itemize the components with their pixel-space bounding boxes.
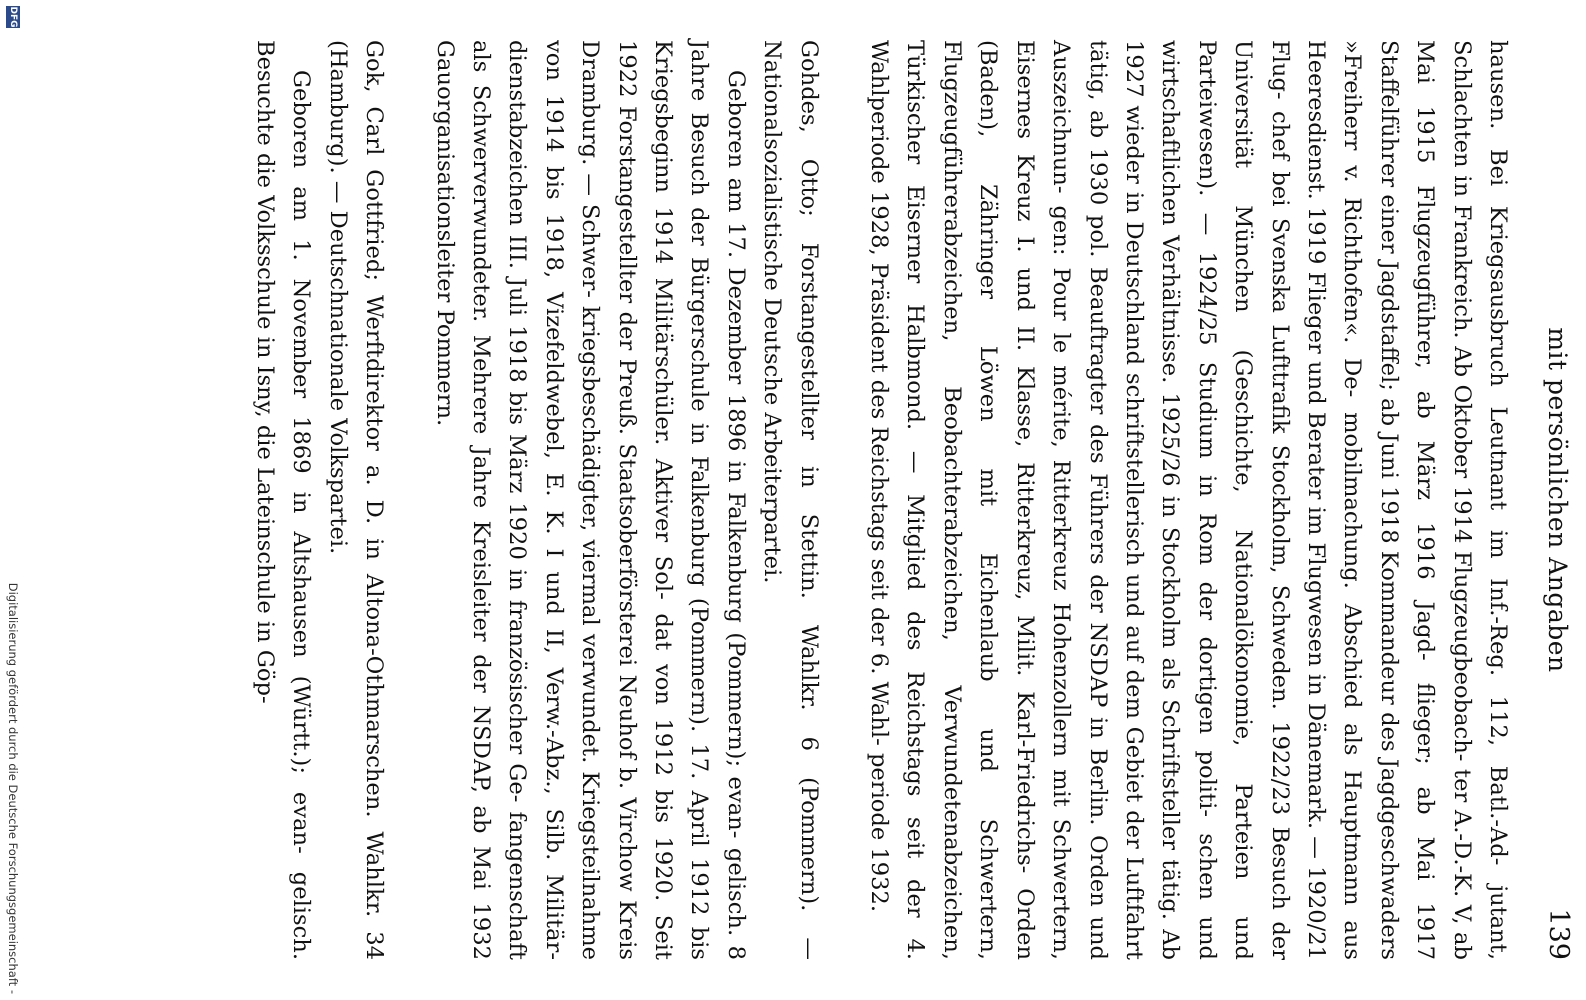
entry-text: Geboren am 17. Dezember 1896 in Falkenburg (Pommern); evan- gelisch. 8 Jahre Besuch der Bürgerschule in Falkenburg (Pommern). 17. April 1912 bis Kriegsbeginn 1914 Militärschüler. Aktiver Sol- dat von 1912 bis 1920. Seit 1922 Forstangestellter der Preuß. Staatsoberförsterei Neuhof b. Virchow Kreis Dramburg. — Schwer- kriegsbeschädigter, viermal verwundet. Kriegsteilnahme von 1914 bis 1918, Vizefeldwebel, E. K. I und II, Verw.-Abz., Silb. Militär- dienstabzeichen III. Juli 1918 bis März 1920 in französischer Ge- fangenschaft als Schwerverwundeter. Mehrere Jahre Kreisleiter der NSDAP, ab Mai 1932 Gauorganisationsleiter Pommern. [431, 40, 749, 961]
page-header [1534, 40, 1574, 960]
funding-footer [0, 0, 22, 1000]
entry-text: hausen. Bei Kriegsausbruch Leutnant im Inf.-Reg. 112, Batl.-Ad- jutant, Schlachten in Frankreich. Ab Oktober 1914 Flugzeugbeobach- ter A.-D.-K. V, ab Mai 1915 Flugzeugführer, ab März 1916 Jagd- flieger; ab Mai 1917 Staffelführer einer Jagdstaffel; ab Juni 1918 Kommandeur des Jagdgeschwaders »Freiherr v. Richthofen«. De- mobilmachung. Abschied als Hauptmann aus Heeresdienst. 1919 Flieger und Berater im Flugwesen in Dänemark. — 1920/21 Flug- chef bei Svenska Lufttrafik Stockholm, Schweden. 1922/23 Besuch der Universität München (Geschichte, Nationalökonomie, Parteien und Parteiwesen). — 1924/25 Studium in Rom der dortigen politi- schen und wirtschaftlichen Verhältnisse. 1925/26 in Stockholm als Schriftsteller tätig. Ab 1927 wieder in Deutschland schriftstellerisch und auf dem Gebiet der Luftfahrt tätig, ab 1930 pol. Beauftragter des Führers der NSDAP in Berlin. Orden und Auszeichnun- gen: Pour le mérite, Ritterkreuz Hohenzollern mit Schwertern, Eisernes Kreuz I. und II. Klasse, Ritterkreuz, Milit. Karl-Friedrichs- Orden (Baden), Zähringer Löwen mit Eichenlaub und Schwertern, Flugzeugführerabzeichen, Beobachterabzeichen, Verwundetenabzeichen, Türkischer Eiserner Halbmond. — Mitglied des Reichstags seit der 4. Wahlperiode 1928, Präsident des Reichstags seit der 6. Wahl- periode 1932. [866, 40, 1511, 961]
entry-gok [247, 40, 393, 960]
entry-text: Gok, Carl Gottfried; Werftdirektor a. D. in Altona-Othmarschen. Wahlkr. 34 (Hamburg). — Deutschnationale Volkspartei. [324, 40, 388, 960]
entry-goering-continuation [861, 40, 1516, 960]
page-number: 139 [1543, 908, 1574, 960]
page-heading: mit persönlichen Angaben [1543, 327, 1572, 673]
funding-note: Digitalisierung gefördert durch die Deutsche Forschungsgemeinschaft - [6, 582, 20, 994]
page-body [16, 40, 1516, 960]
entry-gohdes [426, 40, 826, 960]
entry-text: Geboren am 1. November 1869 in Altshausen (Württ.); evan- gelisch. Besuchte die Volksschule in Isny, die Lateinschule in Göp- [252, 40, 315, 961]
entry-text: Gohdes, Otto; Forstangestellter in Stettin. Wahlkr. 6 (Pommern). — Nationalsozialistische Deutsche Arbeiterpartei. [759, 40, 822, 960]
dfg-logo: DFG [8, 6, 18, 28]
